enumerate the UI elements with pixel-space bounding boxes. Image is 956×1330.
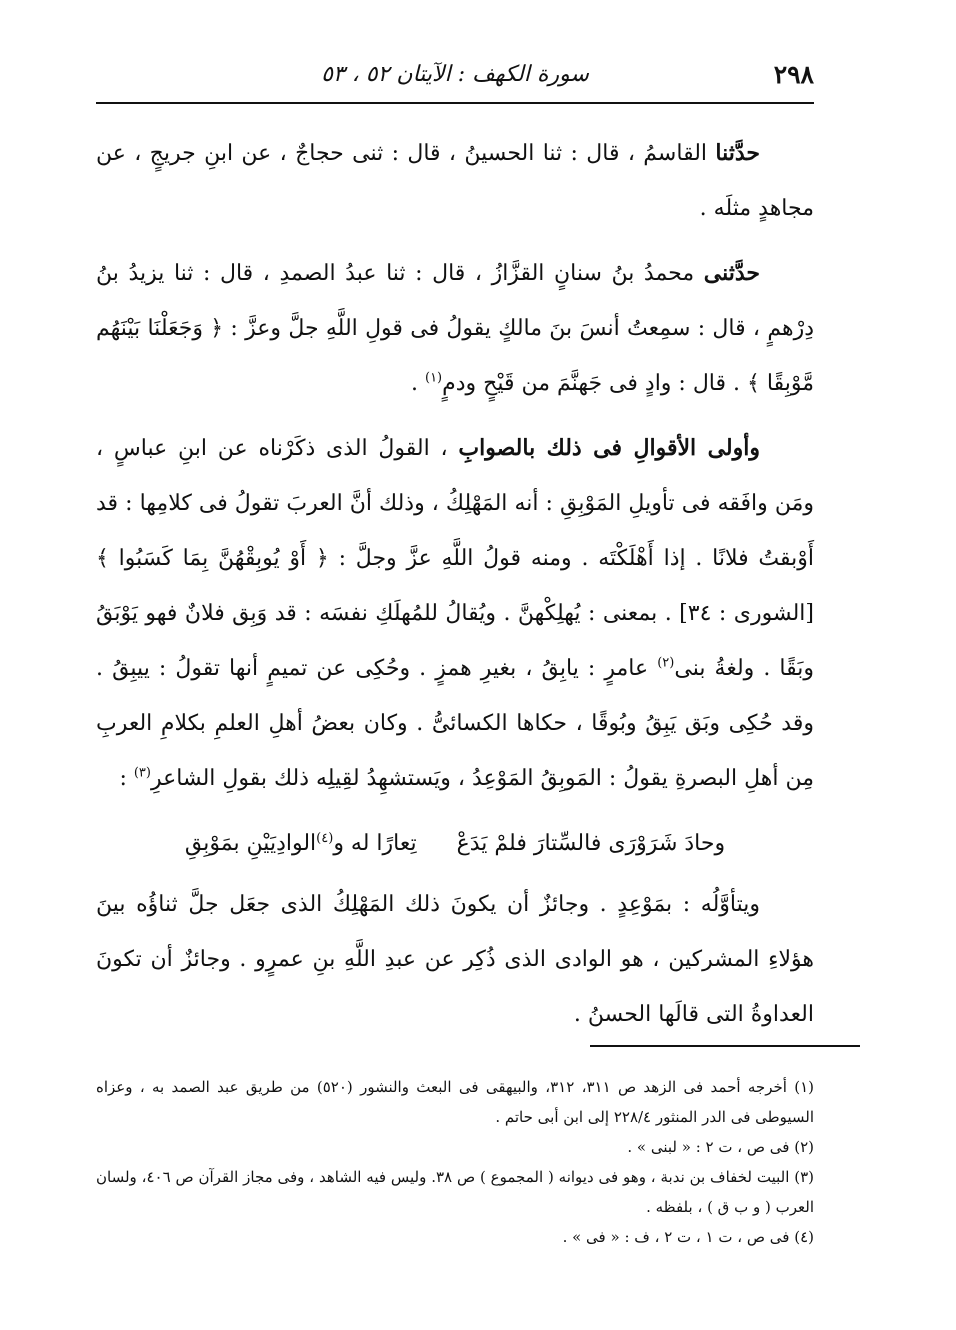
page-number: ٢٩٨: [773, 60, 814, 89]
paragraph-end: .: [410, 371, 425, 396]
footnote-ref-2[interactable]: (٢): [657, 655, 675, 671]
footnote-4: (٤) فى ص ، ت ١ ، ت ٢ ، ف : « فى » .: [562, 1228, 814, 1246]
paragraph-text: محمدُ بنُ سنانٍ القزَّازُ ، قال : ثنا عبدُ الصمدِ ، قال : ثنا يزيدُ بنُ دِرْهمٍ ، قال : سمِعتُ أنسَ بنَ مالكٍ يقولُ فى قولِ اللَّهِ جلَّ وعزَّ : ﴿ وَجَعَلْنَا بَيْنَهُم مَّوْبِقًا ﴾ . قال : وادٍ فى جَهنَّمَ من قَيْحٍ ودمٍ: [96, 261, 814, 396]
paragraph-3: [96, 421, 814, 806]
footnotes-section: [96, 1072, 814, 1252]
verse-first-hemistich: وحادَ شَرَوْرَى فالسِّتارَ فلمْ يَدَعْ: [456, 831, 726, 856]
paragraph-text-cont: عامرٍ : يابِقُ ، بغيرِ همزٍ . وحُكِى عن تميمٍ أنها تقولُ : ييبِقُ . وقد حُكِى وبَق يَبِقُ وبُوقًا ، حكاها الكسائىُّ . وكان بعضُ أهلِ العلمِ بكلامِ العربِ مِن أهلِ البصرةِ يقولُ : المَوبِقُ المَوْعِدُ ، ويَستشهِدُ لقِيلِه ذلك بقولِ الشاعرِ: [96, 656, 814, 791]
poetry-verse: [96, 816, 814, 871]
footnote-3: (٣) البيت لخفاف بن ندبة ، وهو فى ديوانه ( المجموع ) ص ٣٨. وليس فيه الشاهد ، وفى مجاز القرآن ص ٤٠٦، ولسان العرب ( و ب ق ) ، بلفظه .: [96, 1168, 814, 1216]
verse-second-hemistich: تِعارًا له و(٤)الوادِيَيْنِ بمَوْبِقِ: [184, 830, 417, 856]
running-title: سورة الكهف : الآيتان ٥٢ ، ٥٣: [321, 62, 589, 87]
paragraph-2: [96, 246, 814, 411]
footnote-1: (١) أخرجه أحمد فى الزهد ص ٣١١، ٣١٢، والبيهقى فى البعث والنشور (٥٢٠) من طريق عبد الصمد به ، وعزاه السيوطى فى الدر المنثور ٢٢٨/٤ إلى ابن أبى حاتم .: [96, 1078, 815, 1126]
footnote-divider: [590, 1045, 860, 1047]
main-text: [96, 126, 814, 1042]
paragraph-text: القاسمُ ، قال : ثنا الحسينُ ، قال : ثنى حجاجٌ ، عن ابنِ جريجٍ ، عن مجاهدٍ مثلَه .: [96, 141, 814, 221]
paragraph-end: :: [119, 766, 134, 791]
footnote-2: (٢) فى ص ، ت ٢ : « لبنى » .: [627, 1138, 814, 1156]
paragraph-4: ويتأوَّلُه : بمَوْعِدٍ . وجائزٌ أن يكونَ ذلك المَهْلِكُ الذى جعَل جلَّ ثناؤُه بينَ هؤلاءِ المشركين ، هو الوادى الذى ذُكِر عن عبدِ اللَّهِ بنِ عمرٍو . وجائزٌ أن تكونَ العداوةُ التى قالَها الحسنُ .: [96, 892, 814, 1027]
book-page: [96, 56, 814, 1052]
paragraph-text: ، القولُ الذى ذكَرْناه عن ابنِ عباسٍ ، ومَن وافَقه فى تأويلِ المَوْبِقِ : أنه المَهْلِكُ ، وذلك أنَّ العربَ تقولُ فى كلامِها : قد أَوْبقتُ فلانًا . إذا أَهْلَكْتَه . ومنه قولُ اللَّهِ عزَّ وجلَّ : ﴿ أَوْ يُوبِقْهُنَّ بِمَا كَسَبُوا ﴾ [الشورى : ٣٤] . بمعنى : يُهلِكْهنَّ . ويُقالُ للمُهلَكِ نفسَه : قد وَبِق فلانٌ فهو يَوْبَقُ وبَقًا . ولغةُ بنى: [96, 436, 814, 681]
paragraph-lead: وأولى الأقوالِ فى ذلك بالصوابِ: [458, 435, 760, 461]
paragraph-lead: حدَّثنى: [703, 260, 760, 286]
paragraph-1: [96, 126, 814, 236]
footnote-ref-3[interactable]: (٣): [133, 765, 151, 781]
paragraph-lead: حدَّثنا: [715, 140, 760, 166]
page-header: [96, 56, 814, 104]
footnote-ref-1[interactable]: (١): [424, 370, 443, 386]
